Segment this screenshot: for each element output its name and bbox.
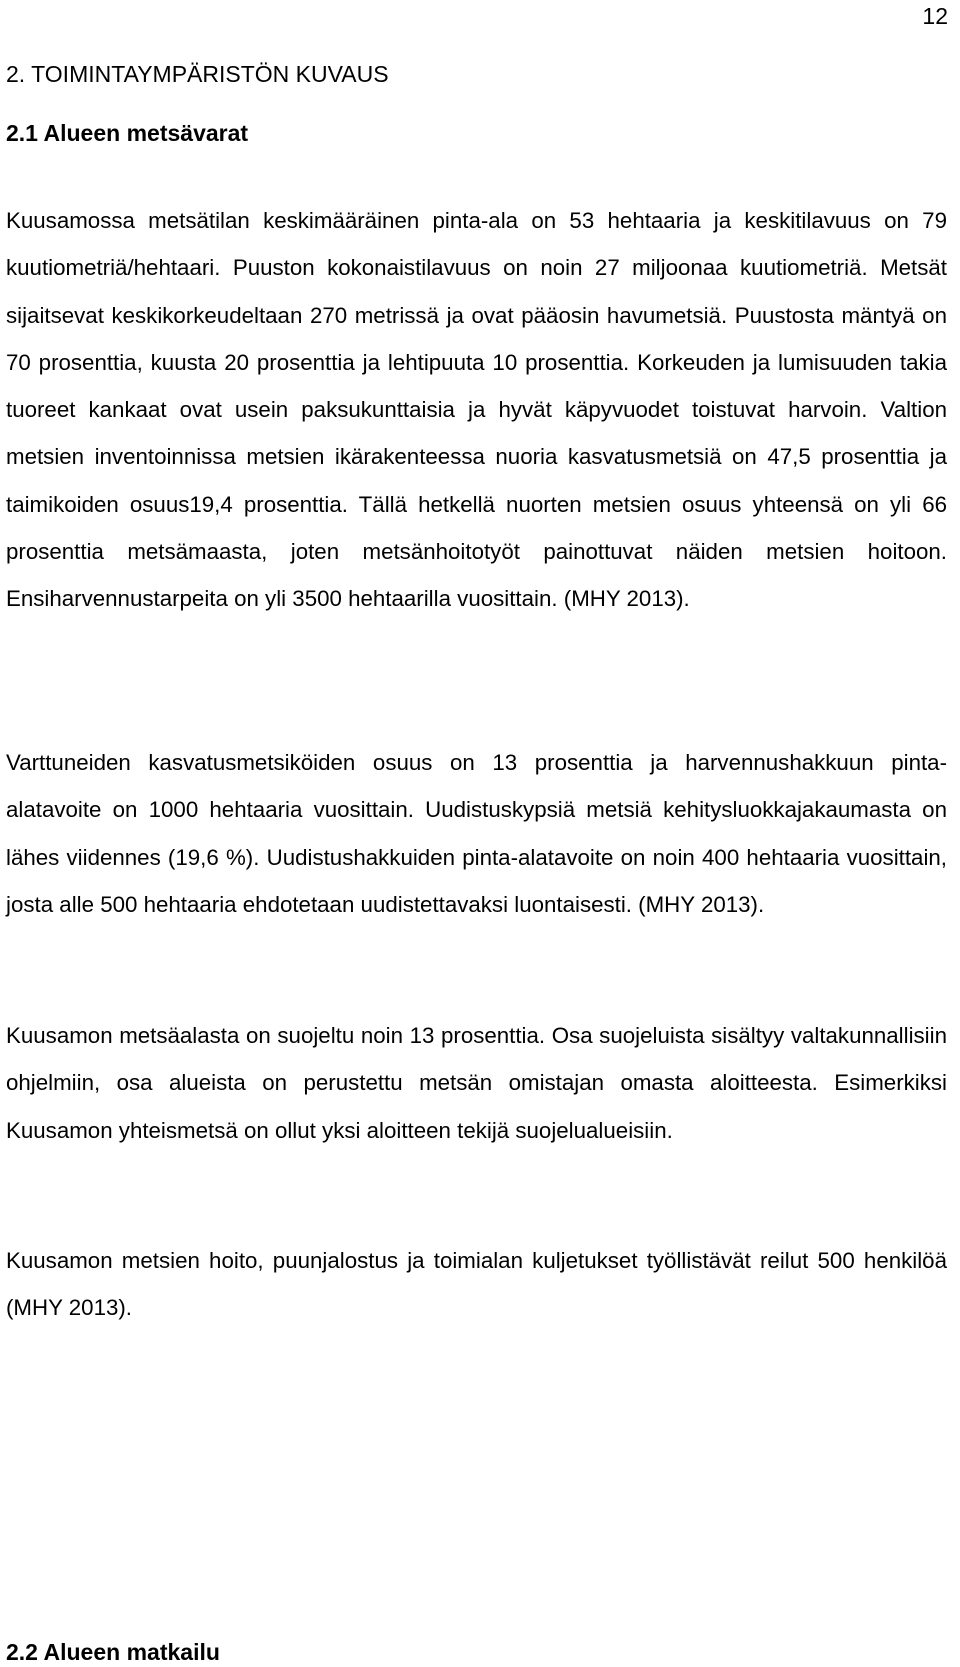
- next-subsection-heading: 2.2 Alueen matkailu: [6, 1639, 220, 1665]
- page-number: 12: [922, 3, 948, 29]
- paragraph-employment: Kuusamon metsien hoito, puunjalostus ja toimialan kuljetukset työllistävät reilut 500 henkilöä (MHY 2013).: [6, 1248, 947, 1321]
- section-heading: 2. TOIMINTAYMPÄRISTÖN KUVAUS: [6, 61, 389, 87]
- paragraph-protection: Kuusamon metsäalasta on suojeltu noin 13 prosenttia. Osa suojeluista sisältyy valtakunnallisiin ohjelmiin, osa alueista on perustettu metsän omistajan omasta aloitteesta. Esimerkiksi Kuusamon yhteismetsä on ollut yksi aloitteen tekijä suojelualueisiin.: [6, 1023, 947, 1143]
- subsection-heading: 2.1 Alueen metsävarat: [6, 120, 249, 146]
- paragraph-forest-resources: Kuusamossa metsätilan keskimääräinen pinta-ala on 53 hehtaaria ja keskitilavuus on 79 kuutiometriä/hehtaari. Puuston kokonaistilavuus on noin 27 miljoonaa kuutiometriä. Metsät sijaitsevat keskikorkeudeltaan 270 metrissä ja ovat pääosin havumetsiä. Puustosta mäntyä on 70 prosenttia, kuusta 20 prosenttia ja lehtipuuta 10 prosenttia. Korkeuden ja lumisuuden takia tuoreet kankaat ovat usein paksukunttaisia ja hyvät käpyvuodet toistuvat harvoin. Valtion metsien inventoinnissa metsien ikärakenteessa nuoria kasvatusmetsiä on 47,5 prosenttia ja taimikoiden osuus19,4 prosenttia. Tällä hetkellä nuorten metsien osuus yhteensä on yli 66 prosenttia metsämaasta, joten metsänhoitotyöt painottuvat näiden metsien hoitoon. Ensiharvennustarpeita on yli 3500 hehtaarilla vuosittain. (MHY 2013).: [6, 208, 947, 612]
- paragraph-growing-stands: Varttuneiden kasvatusmetsiköiden osuus on 13 prosenttia ja harvennushakkuun pinta-alatavoite on 1000 hehtaaria vuosittain. Uudistuskypsiä metsiä kehitysluokkajakaumasta on lähes viidennes (19,6 %). Uudistushakkuiden pinta-alatavoite on noin 400 hehtaaria vuosittain, josta alle 500 hehtaaria ehdotetaan uudistettavaksi luontaisesti. (MHY 2013).: [6, 750, 947, 917]
